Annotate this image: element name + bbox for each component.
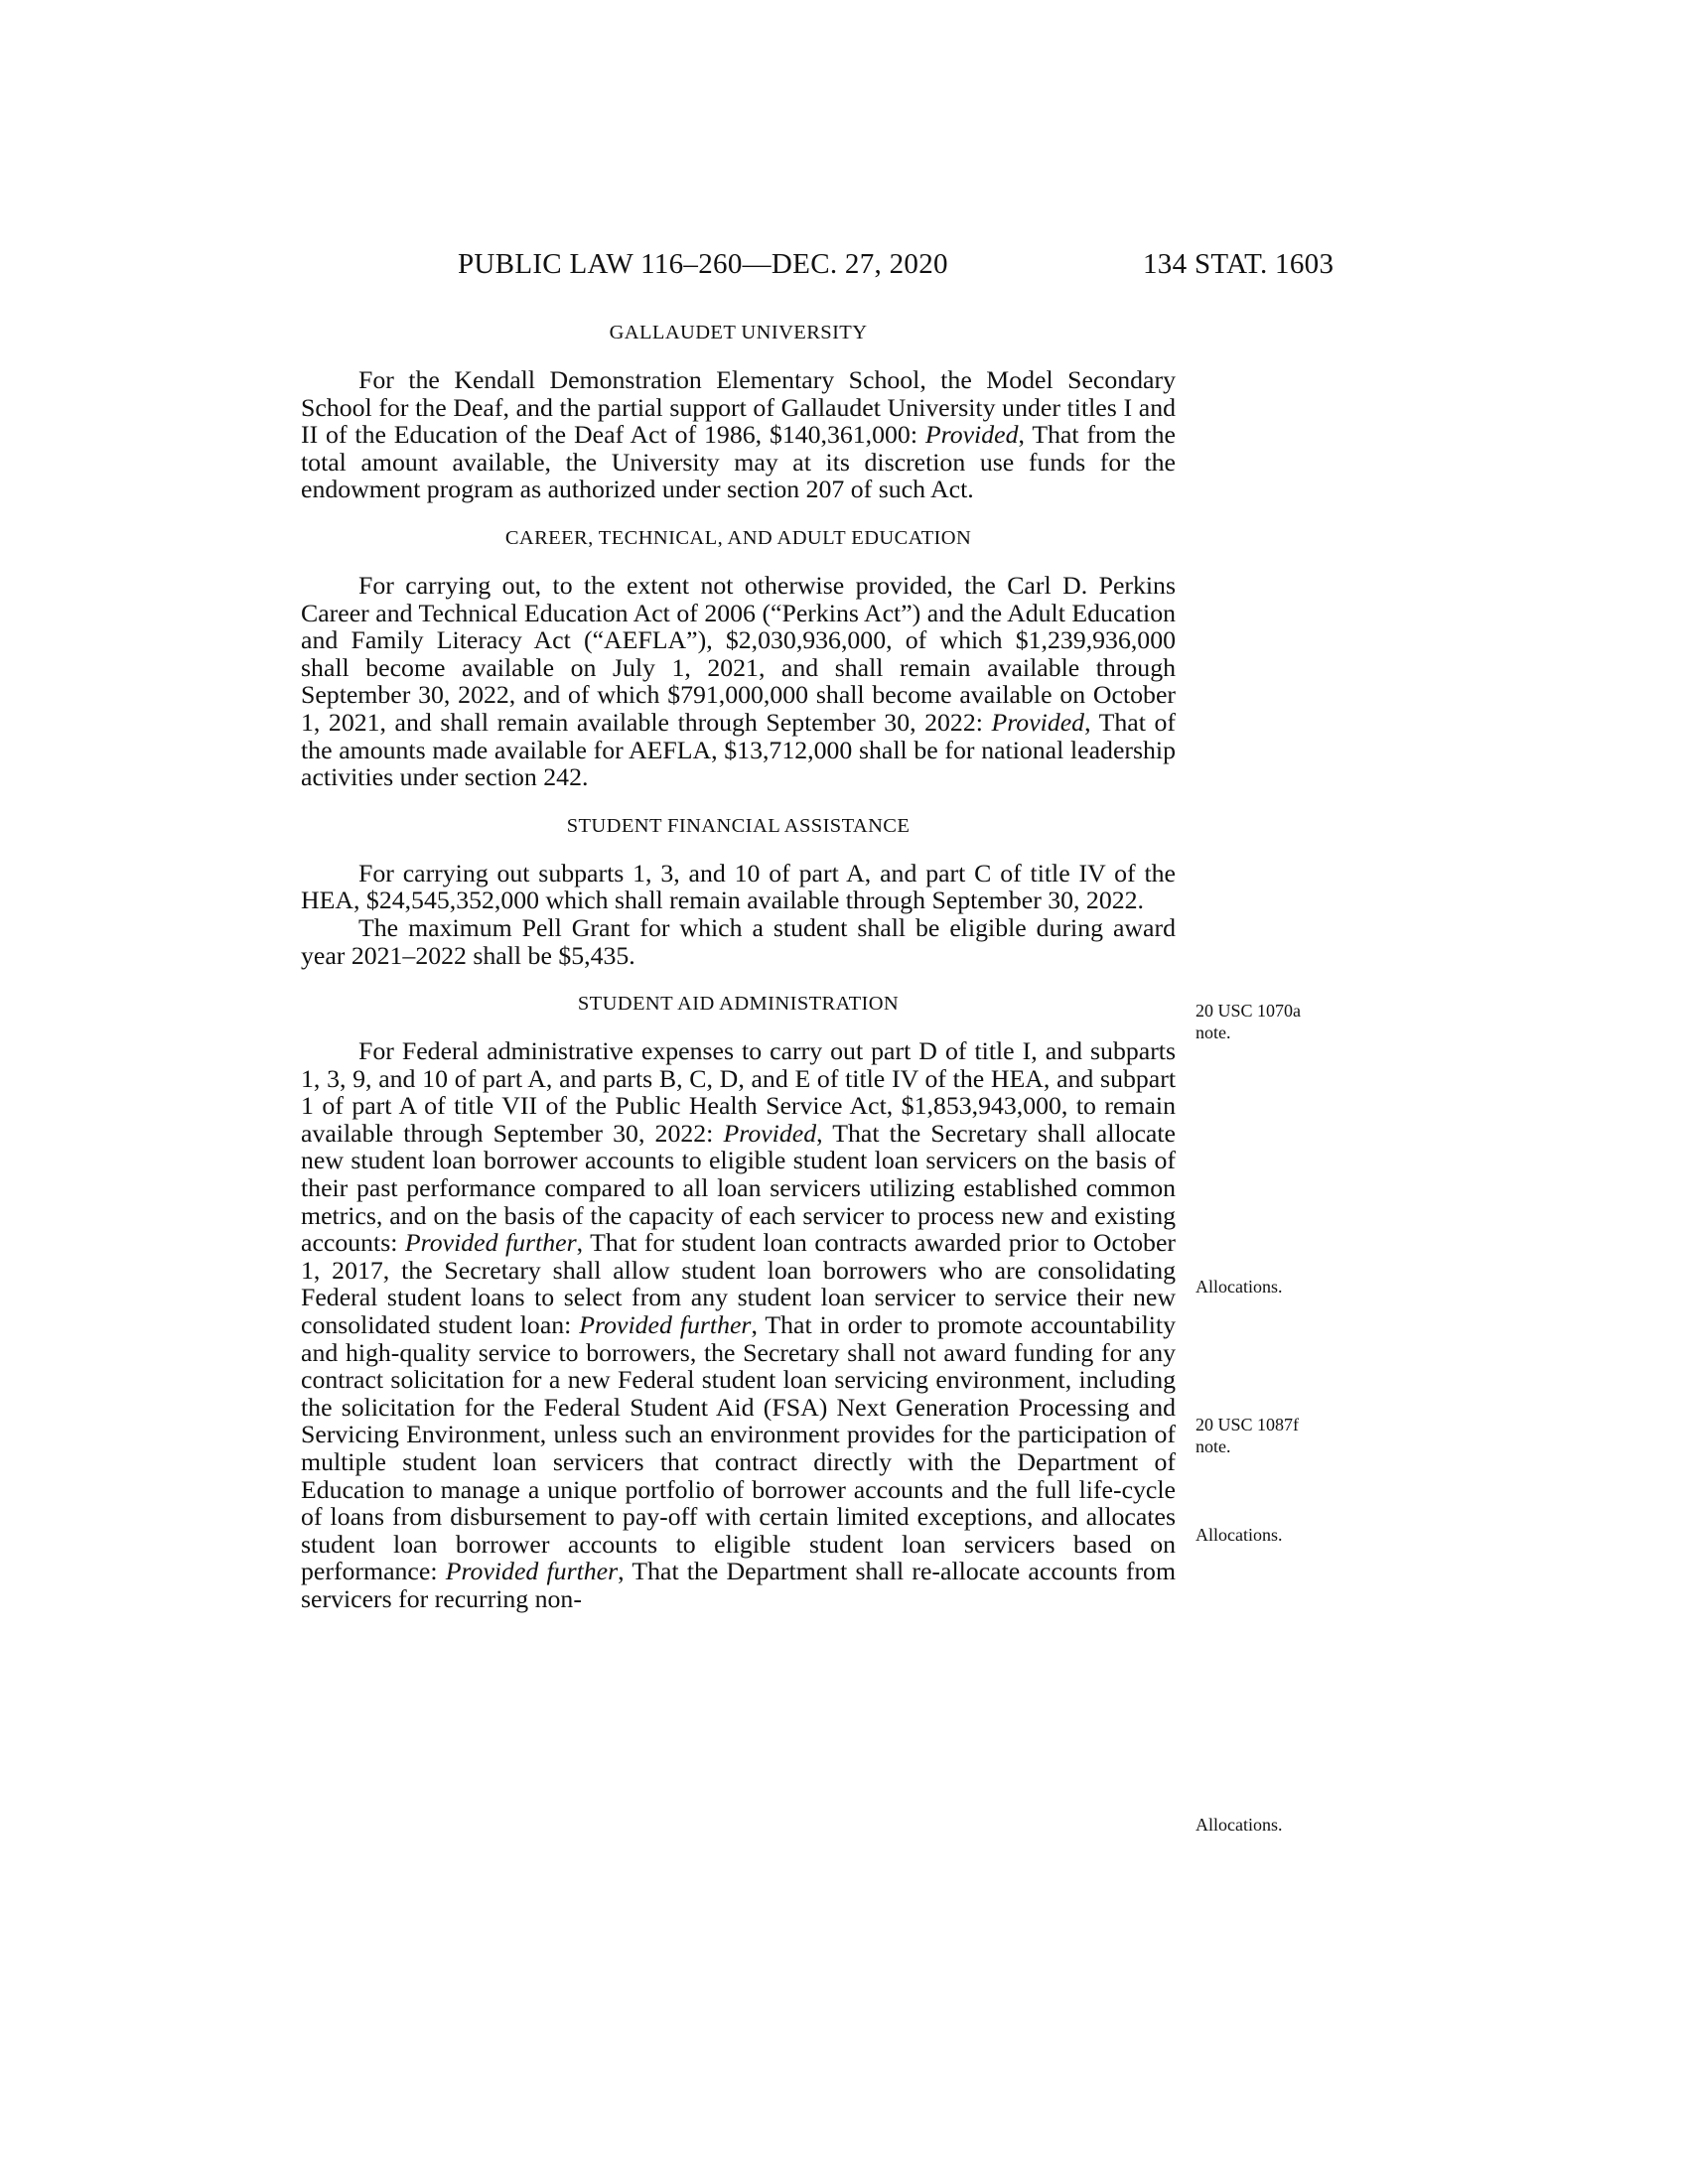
paragraph-saa: For Federal administrative expenses to carry out part D of title I, and subparts 1, 3, 9, and 10 of part A, and parts B, C, D, and E of title IV of the HEA, and subpart 1 of part A of title VII of the Public Health Service Act, $1,853,943,000, to remain available through September 30, 2022: Provided, That the Secretary shall allocate new student loan borrower accounts to eligible student loan servicers on the basis of their past performance compared to all loan servicers utilizing established common metrics, and on the basis of the capacity of each servicer to process new and existing accounts: Provided further, That for student loan contracts awarded prior to October 1, 2017, the Secretary shall allow student loan borrowers who are consolidating Federal student loans to select from any student loan servicer to service their new consolidated student loan: Provided further, That in order to promote accountability and high-quality service to borrowers, the Secretary shall not award funding for any contract solicitation for a new Federal student loan servicing environment, including the solicitation for the Federal Student Aid (FSA) Next Generation Processing and Servicing Environment, unless such an environment provides for the participation of multiple student loan servicers that contract directly with the Department of Education to manage a unique portfolio of borrower accounts and the full life-cycle of loans from disbursement to pay-off with certain limited exceptions, and allocates student loan borrower accounts to eligible student loan servicers based on performance: Provided further, That the Department shall re-allocate accounts from servicers for recurring non- xyxy=(301,1036,1177,1613)
paragraph-career: For carrying out, to the extent not otherwise provided, the Carl D. Perkins Career and Technical Education Act of 2006 (“Perkins Act”) and the Adult Education and Family Literacy Act (“AEFLA”), $2,030,936,000, of which $1,239,936,000 shall become available on July 1, 2021, and shall remain available through September 30, 2022, and of which $791,000,000 shall become available on October 1, 2021, and shall remain available through September 30, 2022: Provided, That of the amounts made available for AEFLA, $13,712,000 shall be for national leadership activities under section 242. xyxy=(301,570,1176,792)
paragraph-sfa-1: For carrying out subparts 1, 3, and 10 of part A, and part C of title IV of the HEA, $24,545,352,000 which shall remain available through September 30, 2022. xyxy=(301,858,1176,915)
section-heading-career: CAREER, TECHNICAL, AND ADULT EDUCATION xyxy=(504,526,972,549)
margin-note-allocations-3: Allocations. xyxy=(1196,1815,1283,1835)
page-header xyxy=(0,248,1688,288)
section-student-aid-administration xyxy=(301,991,1176,1612)
section-career-technical xyxy=(301,525,1176,791)
margin-note-allocations-1: Allocations. xyxy=(1196,1277,1283,1297)
margin-note-20-usc-1070a: 20 USC 1070a note. xyxy=(1196,1001,1302,1042)
margin-note-20-usc-1087f: 20 USC 1087f note. xyxy=(1196,1415,1300,1456)
margin-note-allocations-2: Allocations. xyxy=(1196,1525,1283,1545)
section-heading-sfa: STUDENT FINANCIAL ASSISTANCE xyxy=(566,814,911,837)
section-heading-saa: STUDENT AID ADMINISTRATION xyxy=(577,993,900,1016)
paragraph-sfa-pell: The maximum Pell Grant for which a student shall be eligible during award year 2021–2022 shall be $5,435. xyxy=(301,912,1176,970)
section-heading-gallaudet: GALLAUDET UNIVERSITY xyxy=(609,322,868,343)
main-text-column xyxy=(301,320,1176,1635)
section-student-financial-assistance xyxy=(301,813,1176,969)
section-gallaudet xyxy=(301,320,1176,503)
law-title: PUBLIC LAW 116–260—DEC. 27, 2020 xyxy=(458,248,948,280)
statute-page-number: 134 STAT. 1603 xyxy=(1143,248,1335,280)
paragraph-gallaudet: For the Kendall Demonstration Elementary School, the Model Secondary School for the Deaf, and the partial support of Gallaudet University under titles I and II of the Education of the Deaf Act of 1986, $140,361,000: Provided, That from the total amount available, the University may at its discretion use funds for the endowment program as authorized under section 207 of such Act. xyxy=(301,365,1176,504)
